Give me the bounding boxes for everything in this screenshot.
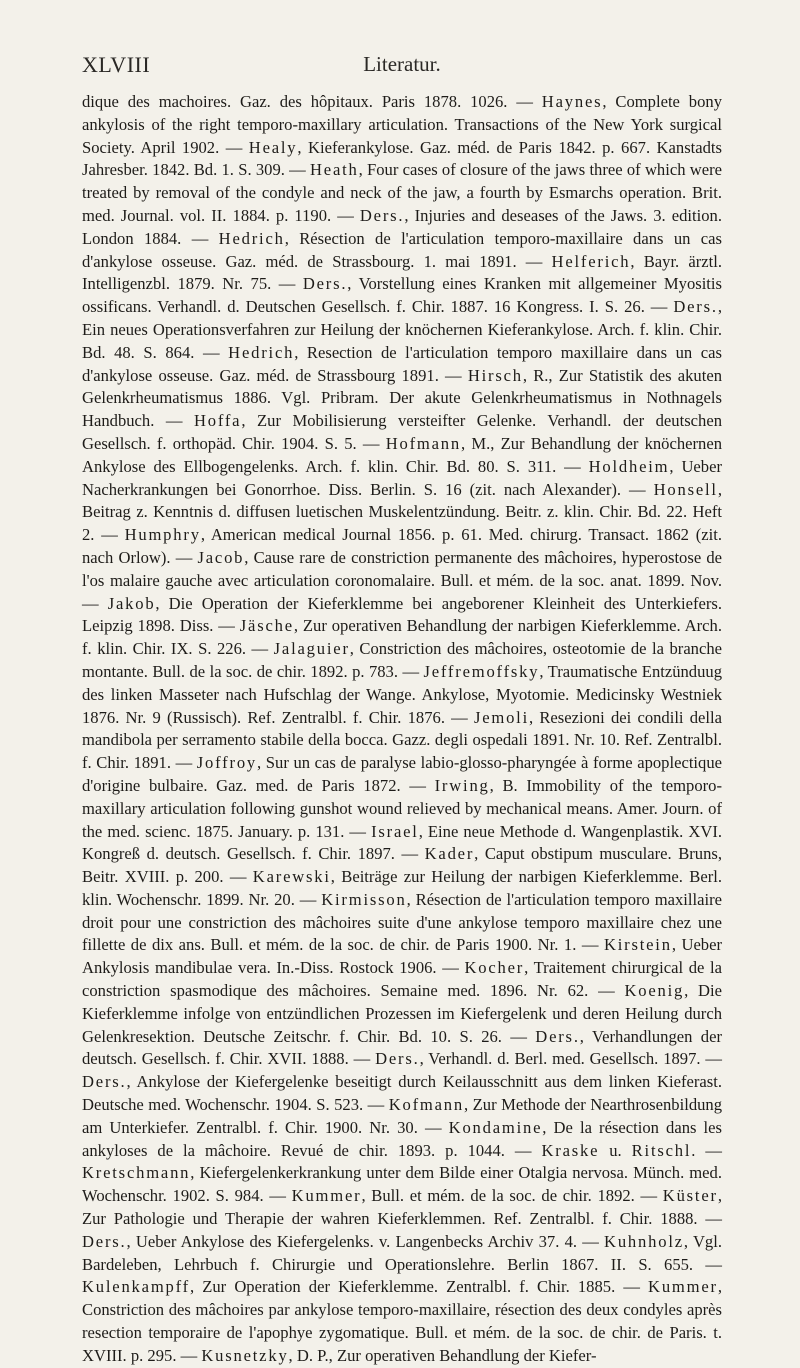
author-name: Kretschmann: [82, 1163, 191, 1183]
author-name: Hoffa: [193, 411, 242, 431]
citation-text: , Vorstellung eines Kranken mit allgemeiner Myositis ossificans. Verhandl. d. Deutschen Gesellsch. f. Chir. 1887. 16 Kongress. I. S. 26. —: [82, 274, 722, 317]
author-name: Jalaguier: [273, 639, 350, 659]
citation-text: , Ein neues Operationsverfahren zur Heilung der knöchernen Kieferankylose. Arch. f. klin. Chir. Bd. 48. S. 864. —: [82, 297, 722, 362]
author-name: Joffroy: [196, 753, 258, 773]
citation-text: , D. P., Zur operativen Behandlung der Kiefer-: [288, 1345, 597, 1365]
citation-text: , Zur Operation der Kieferklemme. Zentralbl. f. Chir. 1885. —: [189, 1277, 649, 1297]
author-name: Karewski: [252, 867, 331, 887]
citation-text: , Cause rare de constriction permanente des mâchoires, hyperostose de l'os malaire gauche avec articulation coronomalaire. Bull. et mém. de la soc. anat. 1899. Nov. —: [82, 547, 723, 613]
citation-text: u.: [599, 1140, 632, 1160]
citation-text: , Kiefergelenkerkrankung unter dem Bilde einer Otalgia nervosa. Münch. med. Wochenschr. 1902. S. 984. —: [82, 1163, 722, 1206]
citation-text: , Four cases of closure of the jaws three of which were treated by removal of the condyle and neck of the jaw, a fourth by Esmarchs operation. Brit. med. Journal. vol. II. 1884. p. 1190. —: [82, 160, 722, 225]
author-name: Ders.: [302, 274, 348, 294]
citation-text: , Ueber Nacherkrankungen bei Gonorrhoe. Diss. Berlin. S. 16 (zit. nach Alexander). —: [82, 456, 722, 499]
author-name: Ders.: [82, 1072, 127, 1092]
author-name: Jemoli: [473, 707, 530, 727]
citation-text: , Injuries and deseases of the Jaws. 3. edition. London 1884. —: [82, 205, 722, 248]
citation-text: , Eine neue Methode d. Wangenplastik. XVI. Kongreß d. deutsch. Gesellsch. f. Chir. 1897. —: [82, 821, 722, 864]
citation-text: , Resezioni dei condili della mandibola per serramento stabile della bocca. Gazz. degli ospedali 1891. Nr. 10. Ref. Zentralbl. f. Chir. 1891. —: [82, 707, 722, 773]
author-name: Kummer: [648, 1277, 718, 1297]
citation-text: , Bull. et mém. de la soc. de chir. 1892. —: [361, 1186, 663, 1206]
citation-text: , Resection de l'articulation temporo maxillaire dans un cas d'ankylose osseuse. Gaz. méd. de Strassbourg 1891. —: [82, 342, 722, 385]
citation-text: , Zur operativen Behandlung der narbigen Kieferklemme. Arch. f. klin. Chir. IX. S. 226. —: [82, 616, 722, 659]
page-number: XLVIII: [82, 52, 151, 77]
author-name: Ders.: [535, 1026, 580, 1046]
author-name: Ders.: [673, 297, 718, 317]
author-name: Küster: [662, 1186, 718, 1206]
author-name: Kraske: [541, 1140, 600, 1160]
citation-text: , Complete bony ankylosis of the right temporo-maxillary articulation. Transactions of the New York surgical Society. April 1902. —: [82, 92, 722, 157]
author-name: Kirstein: [603, 935, 672, 955]
citation-text: , Résection de l'articulation temporo-maxillaire dans un cas d'ankylose osseuse. Gaz. méd. de Strassbourg. 1. mai 1891. —: [82, 228, 722, 271]
citation-text: , Zur Methode der Nearthrosenbildung am Unterkiefer. Zentralbl. f. Chir. 1900. Nr. 30. —: [82, 1095, 723, 1137]
author-name: Hofmann: [385, 433, 461, 453]
citation-text: , Ankylose der Kiefergelenke beseitigt durch Keilausschnitt aus dem linken Kieferast. Deutsche med. Wochenschr. 1904. S. 523. —: [82, 1072, 722, 1115]
citation-text: , Kieferankylose. Gaz. méd. de Paris 1842. p. 667. Kanstadts Jahresber. 1842. Bd. 1. S. 309. —: [82, 137, 723, 180]
author-name: Haynes: [541, 92, 603, 111]
citation-text: , M., Zur Behandlung der knöchernen Ankylose des Ellbogengelenks. Arch. f. klin. Chir. Bd. 80. S. 311. —: [82, 433, 722, 476]
author-name: Kader: [424, 844, 475, 864]
citation-text: , Bayr. ärztl. Intelligenzbl. 1879. Nr. 75. —: [82, 251, 722, 294]
author-name: Heath: [310, 160, 359, 180]
citation-text: , Traitement chirurgical de la constriction spasmodique des mâchoires. Semaine med. 1896. Nr. 62. —: [82, 958, 723, 1001]
citation-text: , Constriction des mâchoires, osteotomie de la branche montante. Bull. de la soc. de chir. 1892. p. 783. —: [82, 639, 723, 681]
bibliography-text: [82, 91, 722, 1368]
author-name: Hirsch: [467, 365, 523, 385]
citation-text: . —: [691, 1140, 723, 1160]
citation-text: , Constriction des mâchoires par ankylose temporo-maxillaire, résection des deux condyles après resection temporaire de l'apophye zygomatique. Bull. et mém. de la soc. de chir. de Paris. t. XVIII. p. 295. —: [82, 1277, 722, 1365]
author-name: Israel: [371, 821, 419, 841]
author-name: Honsell: [653, 479, 718, 499]
citation-text: , Sur un cas de paralyse labio-glosso-pharyngée à forme apoplectique d'origine bulbaire. Gaz. med. de Paris 1872. —: [82, 753, 722, 795]
citation-text: , Beiträge zur Heilung der narbigen Kieferklemme. Berl. klin. Wochenschr. 1899. Nr. 20. —: [82, 867, 722, 909]
author-name: Humphry: [124, 525, 201, 545]
author-name: Kulenkampff: [82, 1277, 190, 1297]
author-name: Jeffremoffsky: [423, 661, 540, 681]
citation-text: , Ueber Ankylosis mandibulae vera. In.-Diss. Rostock 1906. —: [82, 935, 722, 978]
author-name: Koenig: [624, 981, 685, 1001]
page-header: [82, 52, 722, 76]
author-name: Kummer: [291, 1186, 362, 1206]
citation-text: , Traumatische Entzünduug des linken Masseter nach Hufschlag der Wange. Ankylose, Myotomie. Medicinsky Westniek 1876. Nr. 9 (Russisch). Ref. Zentralbl. f. Chir. 1876. —: [82, 661, 722, 727]
citation-text: , Verhandl. d. Berl. med. Gesellsch. 1897. —: [419, 1049, 722, 1069]
citation-text: , Zur Mobilisierung versteifter Gelenke. Verhandl. der deutschen Gesellsch. f. orthopäd. Chir. 1904. S. 5. —: [82, 411, 722, 453]
citation-text: , Zur Pathologie und Therapie der wahren Kieferklemmen. Ref. Zentralbl. f. Chir. 1888. —: [82, 1186, 722, 1229]
author-name: Ders.: [359, 205, 405, 225]
author-name: Ritschl: [631, 1140, 692, 1160]
citation-text: , Résection de l'articulation temporo maxillaire droit pour une constriction des mâchoires suite d'une ankylose temporo maxillaire chez une fillette de dix ans. Bull. et mém. de la soc. de chir. de Paris 1900. Nr. 1. —: [82, 889, 722, 955]
author-name: Ders.: [375, 1049, 420, 1069]
citation-text: , B. Immobility of the temporo-maxillary articulation following gunshot wound relieved by mechanical means. Amer. Journ. of the med. scienc. 1875. January. p. 131. —: [82, 775, 722, 841]
citation-text: , Verhandlungen der deutsch. Gesellsch. f. Chir. XVII. 1888. —: [82, 1026, 722, 1069]
citation-text: , Caput obstipum musculare. Bruns, Beitr. XVIII. p. 200. —: [82, 844, 722, 887]
citation-text: , Die Operation der Kieferklemme bei angeborener Kleinheit des Unterkiefers. Leipzig 1898. Diss. —: [82, 593, 722, 636]
author-name: Helferich: [551, 251, 631, 271]
author-name: Healy: [248, 137, 298, 157]
author-name: Kirmisson: [321, 889, 407, 909]
author-name: Hedrich: [218, 228, 285, 248]
author-name: Jacob: [197, 547, 245, 567]
author-name: Hedrich: [228, 342, 295, 362]
author-name: Jäsche: [239, 616, 294, 636]
citation-text: , De la résection dans les ankyloses de la mâchoire. Revué de chir. 1893. p. 1044. —: [82, 1117, 722, 1160]
author-name: Kondamine: [448, 1117, 543, 1137]
citation-text: , American medical Journal 1856. p. 61. Med. chirurg. Transact. 1862 (zit. nach Orlow). —: [82, 525, 723, 567]
author-name: Kusnetzky: [201, 1345, 289, 1365]
author-name: Holdheim: [588, 456, 670, 476]
author-name: Kocher: [464, 958, 525, 978]
citation-text: , Die Kieferklemme infolge von entzündlichen Prozessen im Kiefergelenk und deren Heilung durch Gelenkresektion. Deutsche Zeitschr. f. Chir. Bd. 10. S. 26. —: [82, 981, 722, 1046]
author-name: Irwing: [434, 775, 490, 795]
citation-text: , R., Zur Statistik des akuten Gelenkrheumatismus 1886. Vgl. Pribram. Der akute Gelenkrheumatismus in Nothnagels Handbuch. —: [82, 365, 722, 431]
author-name: Kuhnholz: [604, 1231, 684, 1251]
citation-text: , Ueber Ankylose des Kiefergelenks. v. Langenbecks Archiv 37. 4. —: [126, 1231, 605, 1251]
citation-text: , Vgl. Bardeleben, Lehrbuch f. Chirurgie und Operationslehre. Berlin 1867. II. S. 655. —: [82, 1231, 722, 1274]
author-name: Jakob: [107, 593, 156, 613]
citation-text: dique des machoires. Gaz. des hôpitaux. Paris 1878. 1026. —: [82, 92, 542, 111]
author-name: Kofmann: [388, 1095, 464, 1115]
citation-text: , Beitrag z. Kenntnis d. diffusen luetischen Muskelentzündung. Beitr. z. klin. Chir. Bd. 22. Heft 2. —: [82, 479, 722, 545]
author-name: Ders.: [82, 1231, 127, 1251]
running-title: Literatur.: [363, 52, 441, 76]
